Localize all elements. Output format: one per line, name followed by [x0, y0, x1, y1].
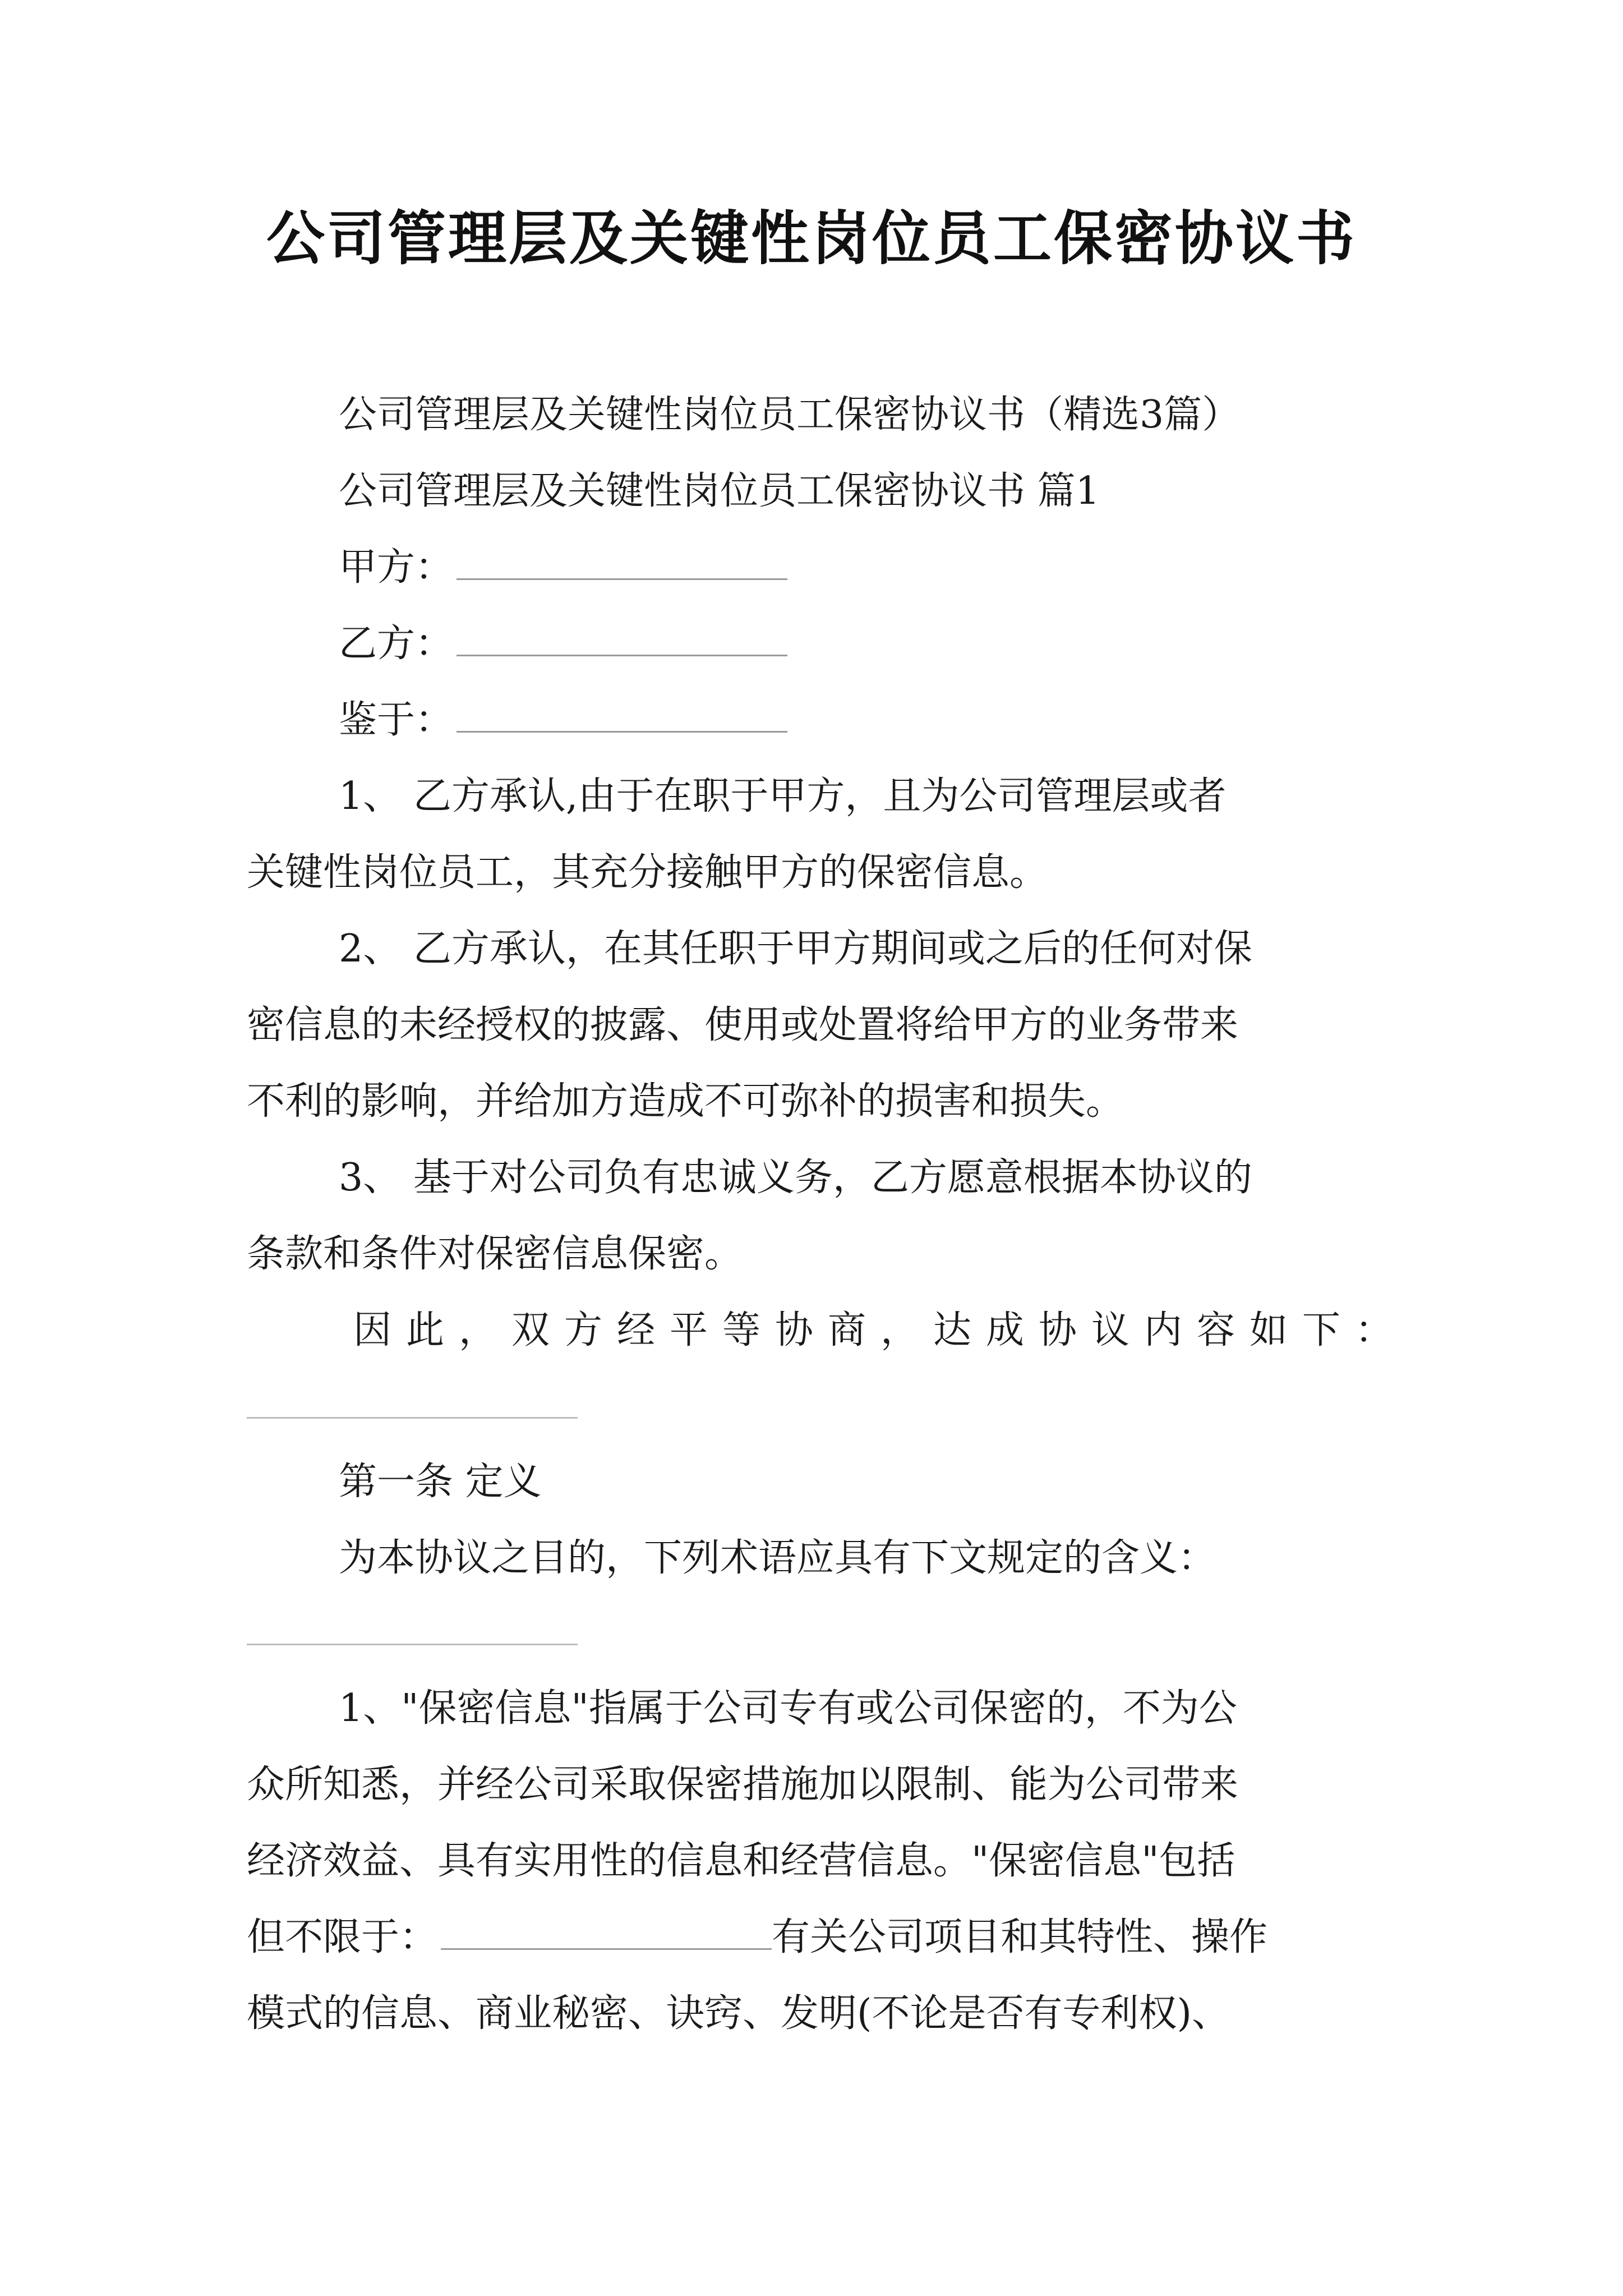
def1-blank	[441, 1946, 772, 1950]
article1-heading: 第一条 定义	[339, 1460, 542, 1504]
agreement-intro: 因此，双方经平等协商，达成协议内容如下：	[353, 1308, 1408, 1352]
def1-line2: 众所知悉，并经公司采取保密措施加以限制、能为公司带来	[247, 1763, 1239, 1807]
def1-line4-end: 有关公司项目和其特性、操作	[772, 1915, 1268, 1959]
party-b-label: 乙方：	[339, 622, 454, 666]
party-a-label: 甲方：	[339, 545, 454, 590]
item2-line2: 密信息的未经授权的披露、使用或处置将给甲方的业务带来	[247, 1003, 1239, 1047]
item2-line1: 2、 乙方承认，在其任职于甲方期间或之后的任何对保	[339, 927, 1252, 971]
item2-line3: 不利的影响，并给加方造成不可弥补的损害和损失。	[247, 1079, 1124, 1124]
party-b-blank	[457, 652, 787, 656]
party-a-line	[339, 540, 787, 596]
item1-line1: 1、 乙方承认,由于在职于甲方，且为公司管理层或者	[339, 774, 1227, 818]
item1-line2: 关键性岗位员工，其充分接触甲方的保密信息。	[247, 850, 1048, 895]
document-subtitle: 公司管理层及关键性岗位员工保密协议书（精选3篇）	[339, 393, 1241, 437]
def1-line1: 1、"保密信息"指属于公司专有或公司保密的，不为公	[339, 1686, 1237, 1731]
item3-line2: 条款和条件对保密信息保密。	[247, 1232, 743, 1276]
article1-intro: 为本协议之目的，下列术语应具有下文规定的含义：	[339, 1536, 1216, 1580]
separator-line	[247, 1644, 578, 1645]
party-a-blank	[457, 576, 787, 580]
whereas-label: 鉴于：	[339, 698, 454, 742]
def1-line3: 经济效益、具有实用性的信息和经营信息。"保密信息"包括	[247, 1839, 1235, 1883]
party-b-line	[339, 616, 787, 672]
part-heading: 公司管理层及关键性岗位员工保密协议书 篇1	[339, 469, 1100, 513]
document-title: 公司管理层及关键性岗位员工保密协议书	[266, 204, 1357, 273]
def1-line5: 模式的信息、商业秘密、诀窍、发明(不论是否有专利权)、	[247, 1991, 1230, 2036]
whereas-line	[339, 692, 787, 748]
def1-line4-start: 但不限于：	[247, 1915, 438, 1959]
separator-line	[247, 1417, 578, 1419]
whereas-blank	[457, 729, 787, 733]
def1-line4	[247, 1910, 1267, 1966]
item3-line1: 3、 基于对公司负有忠诚义务，乙方愿意根据本协议的	[339, 1156, 1252, 1200]
